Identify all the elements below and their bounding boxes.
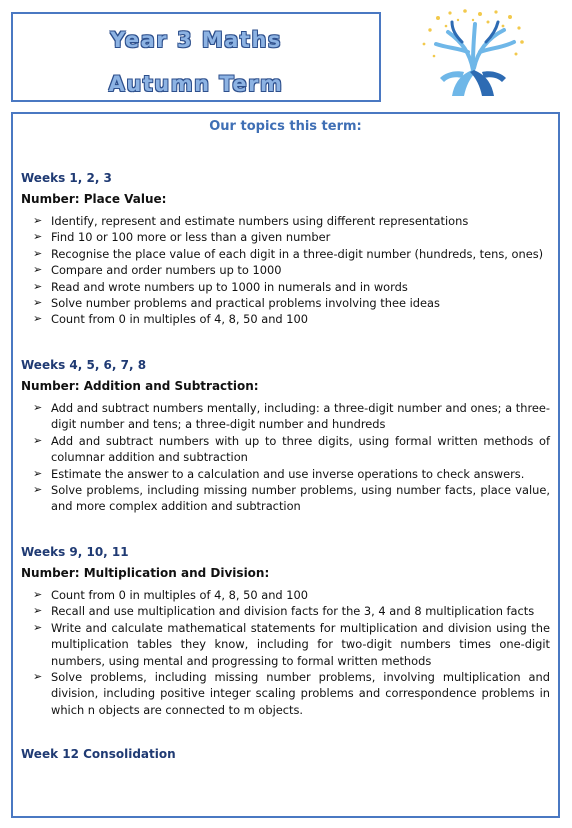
arrow-bullet-icon: ➢ [33, 433, 43, 447]
bullet-text: Write and calculate mathematical statements for multiplication and division using the multiplication tables they know, including for two-digit numbers times one-digit numbers, using mental and progressing to formal written methods [51, 620, 550, 668]
bullet-text: Recognise the place value of each digit in a three-digit number (hundreds, tens, ones) [51, 246, 544, 261]
bullet-text: Solve number problems and practical problems involving thee ideas [51, 296, 440, 311]
topic-bullets [21, 213, 550, 328]
bullet-item [21, 246, 550, 262]
bullet-text: Add and subtract numbers mentally, including: a three-digit number and ones; a three-digit number and tens; a three-digit number and hundreds [51, 401, 550, 432]
tree-hands-stars-logo-icon [418, 8, 528, 98]
arrow-bullet-icon: ➢ [33, 588, 43, 601]
arrow-bullet-icon: ➢ [33, 604, 43, 618]
arrow-bullet-icon: ➢ [33, 263, 43, 277]
topic-label: Number: Multiplication and Division: [21, 566, 270, 580]
arrow-bullet-icon: ➢ [33, 230, 43, 244]
section-addition-subtraction [21, 358, 550, 515]
bullet-text: Identify, represent and estimate numbers using different representations [51, 214, 469, 228]
arrow-bullet-icon: ➢ [33, 670, 43, 684]
bullet-item [21, 466, 550, 482]
bullet-text: Count from 0 in multiples of 4, 8, 50 and 100 [51, 588, 309, 602]
topics-heading: Our topics this term: [209, 119, 362, 134]
bullet-text: Estimate the answer to a calculation and use inverse operations to check answers. [51, 466, 525, 481]
section-place-value [21, 171, 550, 328]
bullet-item [21, 482, 550, 515]
weeks-label: Weeks 1, 2, 3 [21, 171, 112, 185]
bullet-item [21, 620, 550, 669]
bullet-text: Read and wrote numbers up to 1000 in numerals and in words [51, 279, 408, 294]
bullet-item [21, 295, 550, 311]
arrow-bullet-icon: ➢ [33, 401, 43, 414]
weeks-label: Weeks 9, 10, 11 [21, 545, 129, 559]
arrow-bullet-icon: ➢ [33, 214, 43, 227]
arrow-bullet-icon: ➢ [33, 279, 43, 293]
bullet-item [21, 279, 550, 295]
topic-bullets [21, 587, 550, 718]
arrow-bullet-icon: ➢ [33, 296, 43, 310]
bullet-item [21, 587, 550, 603]
arrow-bullet-icon: ➢ [33, 466, 43, 480]
topic-label: Number: Place Value: [21, 192, 167, 206]
arrow-bullet-icon: ➢ [33, 483, 43, 497]
consolidation-label: Week 12 Consolidation [21, 747, 176, 761]
bullet-item [21, 213, 550, 229]
bullet-item [21, 311, 550, 327]
weeks-label: Weeks 4, 5, 6, 7, 8 [21, 358, 147, 372]
bullet-text: Add and subtract numbers with up to three digits, using formal written methods of columnar addition and subtraction [51, 433, 550, 465]
bullet-item [21, 433, 550, 466]
bullet-text: Compare and order numbers up to 1000 [51, 263, 282, 278]
bullet-item [21, 669, 550, 718]
bullet-text: Count from 0 in multiples of 4, 8, 50 and 100 [51, 312, 309, 327]
title-term: Autumn Term [108, 72, 284, 96]
section-multiplication-division [21, 545, 550, 718]
bullet-item [21, 262, 550, 278]
bullet-item [21, 229, 550, 245]
arrow-bullet-icon: ➢ [33, 246, 43, 260]
arrow-bullet-icon: ➢ [33, 620, 43, 634]
title-box [11, 12, 381, 102]
bullet-text: Recall and use multiplication and division facts for the 3, 4 and 8 multiplication facts [51, 604, 535, 619]
bullet-text: Solve problems, including missing number problems, using number facts, place value, and more complex addition and subtraction [51, 483, 550, 514]
title-year: Year 3 Maths [110, 28, 282, 52]
arrow-bullet-icon: ➢ [33, 312, 43, 326]
topic-label: Number: Addition and Subtraction: [21, 379, 259, 393]
bullet-item [21, 400, 550, 433]
topics-box [11, 112, 560, 818]
bullet-text: Find 10 or 100 more or less than a given number [51, 230, 331, 245]
topic-bullets [21, 400, 550, 515]
bullet-text: Solve problems, including missing number problems, involving multiplication and division, including positive integer scaling problems and correspondence problems in which n objects are connected to m objects. [51, 670, 550, 717]
bullet-item [21, 603, 550, 619]
